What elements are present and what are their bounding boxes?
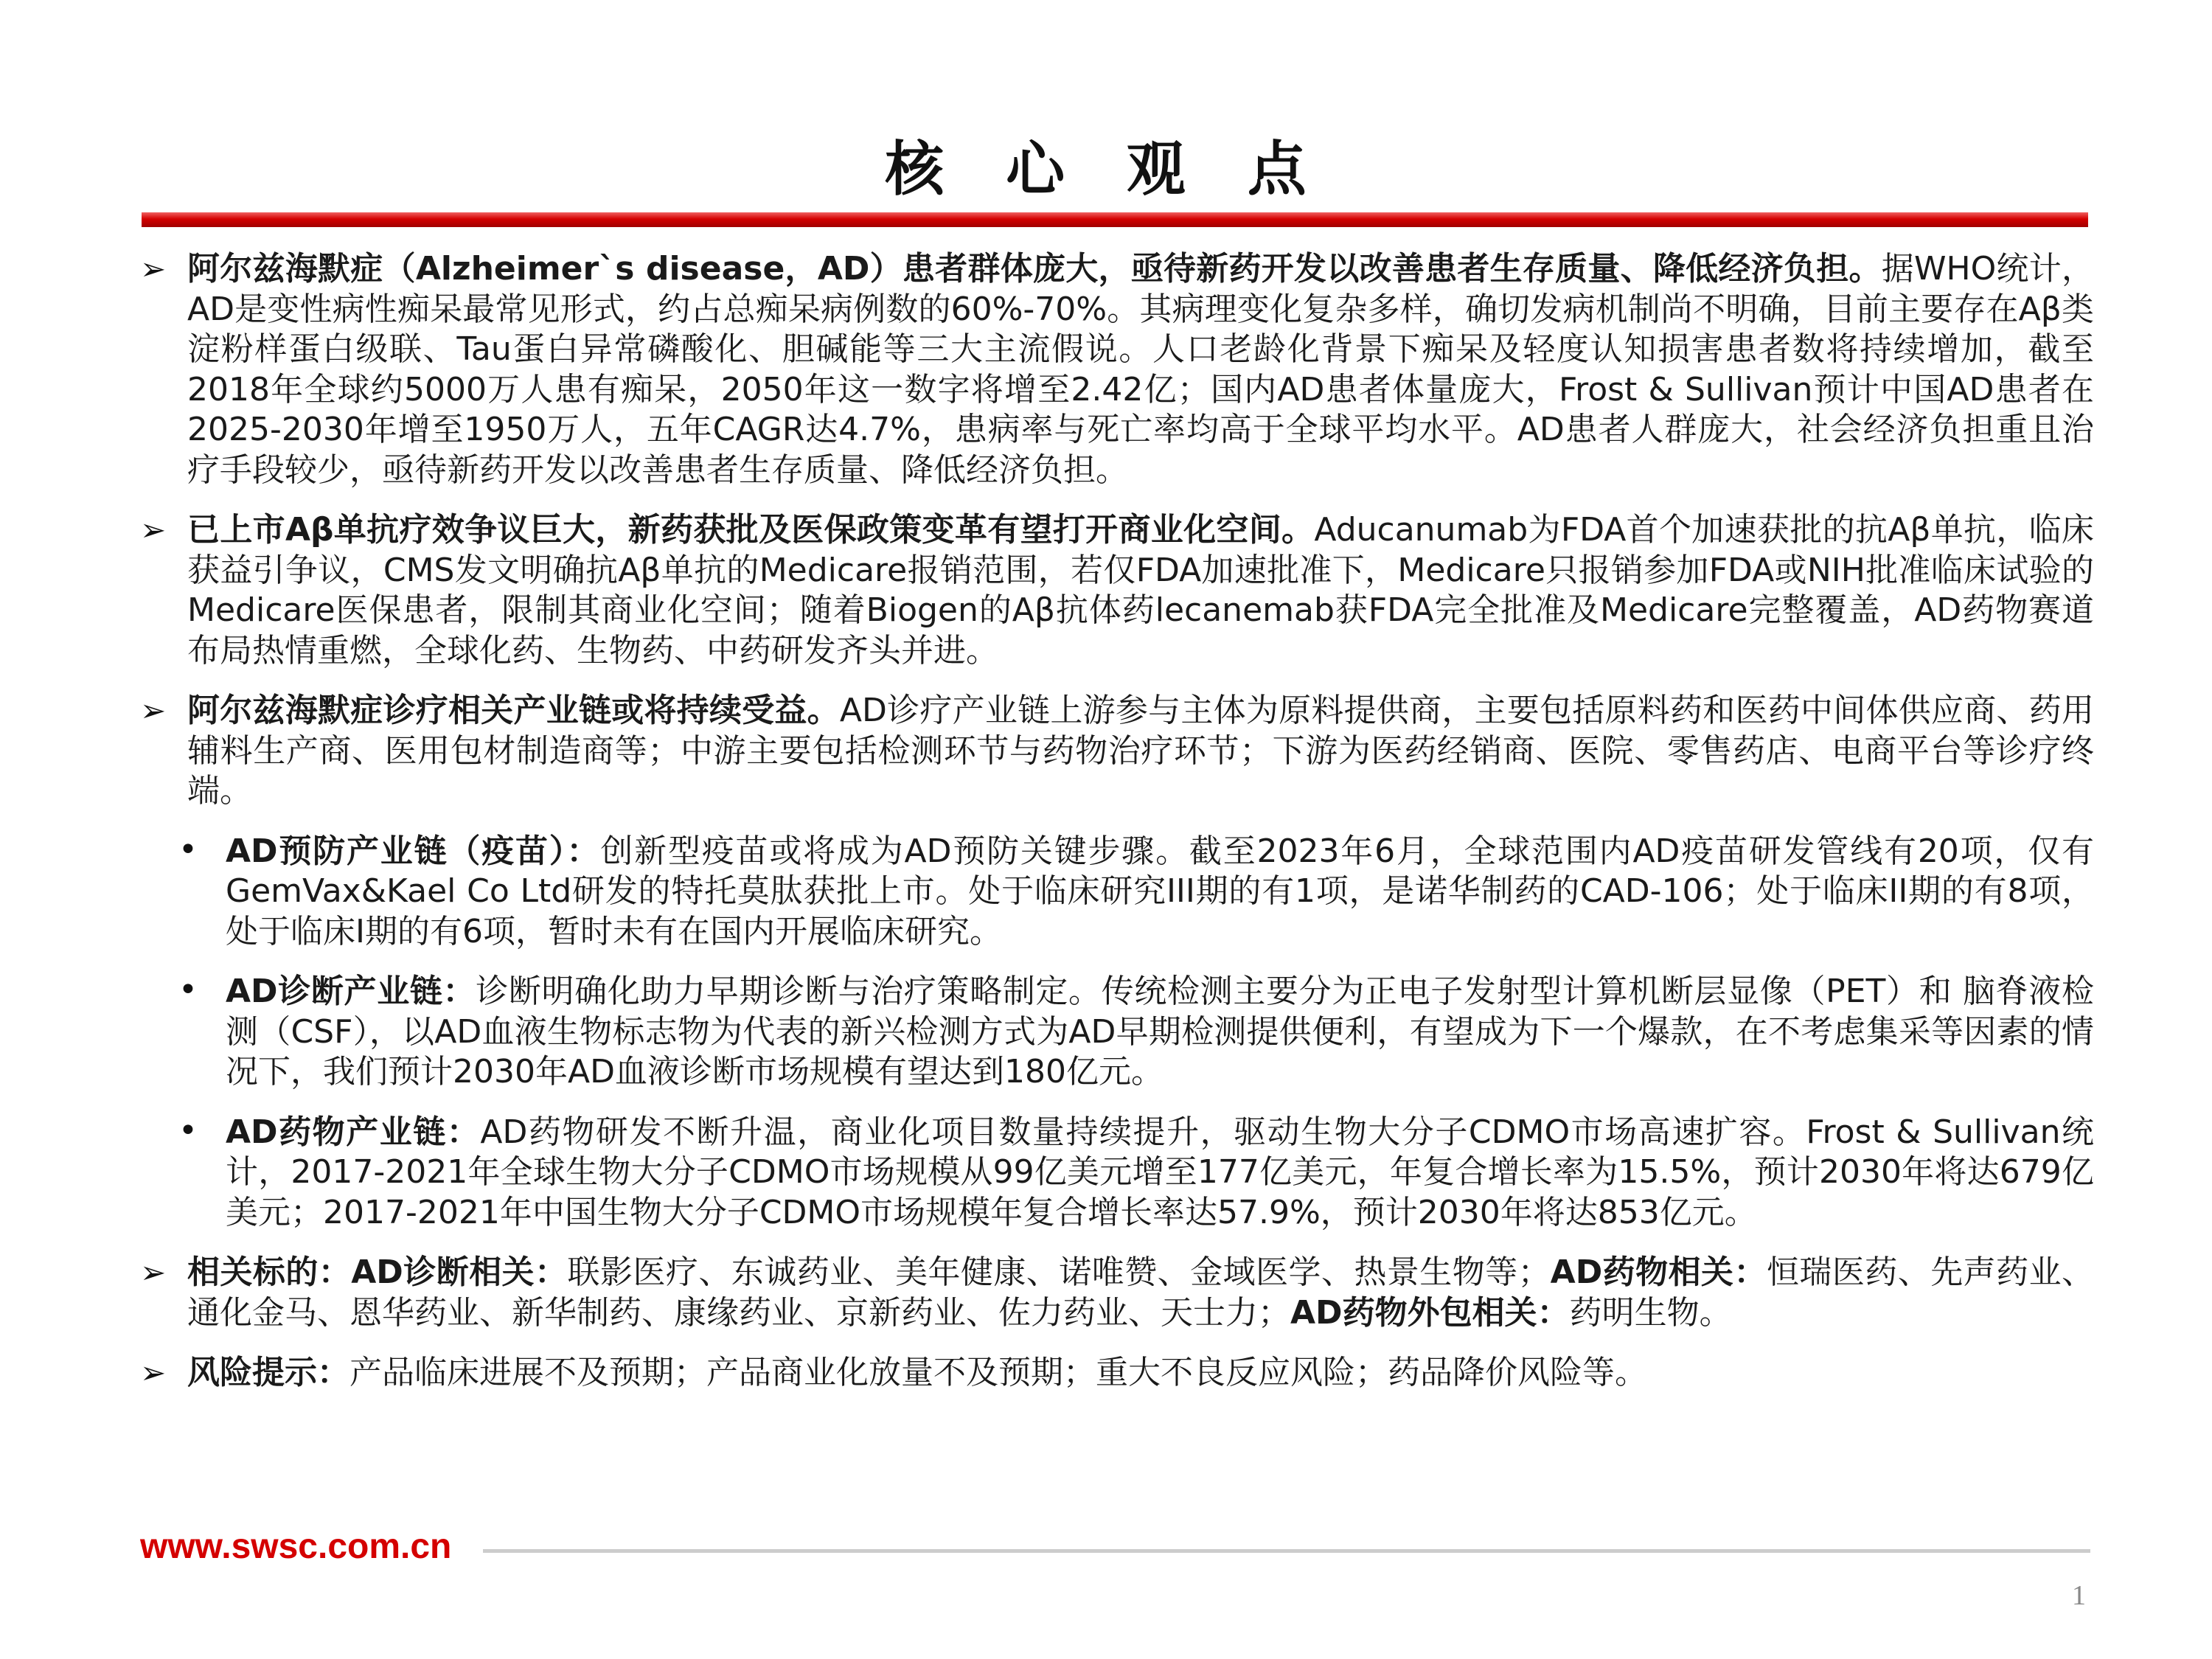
arrow-bullet-icon: ➢	[140, 1254, 167, 1290]
targets-label-diagnosis: 相关标的：AD诊断相关：	[187, 1253, 568, 1291]
section-ad-patients	[140, 249, 2094, 490]
subsection-heading: AD预防产业链（疫苗）：	[226, 832, 601, 870]
dot-bullet-icon: •	[178, 830, 198, 869]
section-abeta-antibody	[140, 510, 2094, 671]
arrow-bullet-icon: ➢	[140, 251, 167, 287]
targets-text-drug: 恒瑞医药、先声药业、通化金马、恩华药业、新华制药、康缘药业、京新药业、佐力药业、天士力；	[187, 1253, 2095, 1332]
targets-text-diagnosis: 联影医疗、东诚药业、美年健康、诺唯赞、金域医学、热景生物等；	[567, 1253, 1551, 1291]
arrow-bullet-icon: ➢	[140, 692, 167, 728]
section-heading: 阿尔兹海默症（Alzheimer`s disease，AD）患者群体庞大，亟待新药开发以改善患者生存质量、降低经济负担。	[187, 250, 1882, 288]
targets-text-outsourcing: 药明生物。	[1569, 1293, 1732, 1332]
section-related-targets	[140, 1253, 2094, 1333]
page-title: 核 心 观 点	[885, 134, 1327, 204]
footer-divider	[483, 1549, 2090, 1553]
arrow-bullet-icon: ➢	[140, 512, 167, 548]
dot-bullet-icon: •	[178, 971, 198, 1009]
subsection-text: AD药物研发不断升温，商业化项目数量持续提升，驱动生物大分子CDMO市场高速扩容。Frost & Sullivan统计，2017-2021年全球生物大分子CDMO市场规模从99亿美元增至177亿美元，年复合增长率为15.5%，预计2030年将达679亿美元；2017-2021年中国生物大分子CDMO市场规模年复合增长率达57.9%，预计2030年将达853亿元。	[226, 1113, 2094, 1231]
subsection-heading: AD诊断产业链：	[226, 973, 476, 1010]
footer-website-link[interactable]: www.swsc.com.cn	[140, 1527, 452, 1566]
targets-label-outsourcing: AD药物外包相关：	[1290, 1293, 1570, 1332]
arrow-bullet-icon: ➢	[140, 1354, 167, 1391]
targets-label-drug: AD药物相关：	[1550, 1253, 1767, 1291]
section-text: AD诊疗产业链上游参与主体为原料提供商，主要包括原料药和医药中间体供应商、药用辅料生产商、医用包材制造商等；中游主要包括检测环节与药物治疗环节；下游为医药经销商、医院、零售药店、电商平台等诊疗终端。	[187, 692, 2094, 810]
section-risk-warning	[140, 1353, 2094, 1394]
section-heading: 阿尔兹海默症诊疗相关产业链或将持续受益。	[187, 692, 840, 729]
subsection-drug-chain	[140, 1113, 2094, 1234]
section-heading: 已上市Aβ单抗疗效争议巨大，新药获批及医保政策变革有望打开商业化空间。	[187, 511, 1315, 549]
subsection-text: 创新型疫苗或将成为AD预防关键步骤。截至2023年6月，全球范围内AD疫苗研发管线有20项，仅有GemVax&Kael Co Ltd研发的特托莫肽获批上市。处于临床研究III期的有1项，是诺华制药的CAD-106；处于临床II期的有8项，处于临床I期的有6项，暂时未有在国内开展临床研究。	[226, 832, 2094, 950]
dot-bullet-icon: •	[178, 1111, 198, 1150]
core-views-body	[140, 249, 2094, 1413]
subsection-text: 诊断明确化助力早期诊断与治疗策略制定。传统检测主要分为正电子发射型计算机断层显像（PET）和 脑脊液检测（CSF），以AD血液生物标志物为代表的新兴检测方式为AD早期检测提供便利，有望成为下一个爆款，在不考虑集采等因素的情况下，我们预计2030年AD血液诊断市场规模有望达到180亿元。	[226, 973, 2094, 1091]
subsection-prevention-chain	[140, 832, 2094, 953]
section-text: Aducanumab为FDA首个加速获批的抗Aβ单抗，临床获益引争议，CMS发文明确抗Aβ单抗的Medicare报销范围，若仅FDA加速批准下，Medicare只报销参加FDA或NIH批准临床试验的Medicare医保患者，限制其商业化空间；随着Biogen的Aβ抗体药lecanemab获FDA完全批准及Medicare完整覆盖，AD药物赛道布局热情重燃，全球化药、生物药、中药研发齐头并进。	[187, 511, 2094, 669]
page-number: 1	[2072, 1580, 2086, 1611]
risk-text: 产品临床进展不及预期；产品商业化放量不及预期；重大不良反应风险；药品降价风险等。	[349, 1354, 1647, 1391]
subsection-heading: AD药物产业链：	[226, 1113, 481, 1151]
title-divider-bar	[142, 212, 2088, 227]
subsection-diagnosis-chain	[140, 972, 2094, 1093]
risk-label: 风险提示：	[187, 1354, 349, 1391]
section-industry-chain	[140, 691, 2094, 812]
section-text: 据WHO统计，AD是变性病性痴呆最常见形式，约占总痴呆病例数的60%-70%。其病理变化复杂多样，确切发病机制尚不明确，目前主要存在Aβ类淀粉样蛋白级联、Tau蛋白异常磷酸化、胆碱能等三大主流假说。人口老龄化背景下痴呆及轻度认知损害患者数将持续增加，截至2018年全球约5000万人患有痴呆，2050年这一数字将增至2.42亿；国内AD患者体量庞大，Frost & Sullivan预计中国AD患者在2025-2030年增至1950万人，五年CAGR达4.7%，患病率与死亡率均高于全球平均水平。AD患者人群庞大，社会经济负担重且治疗手段较少，亟待新药开发以改善患者生存质量、降低经济负担。	[187, 250, 2094, 489]
